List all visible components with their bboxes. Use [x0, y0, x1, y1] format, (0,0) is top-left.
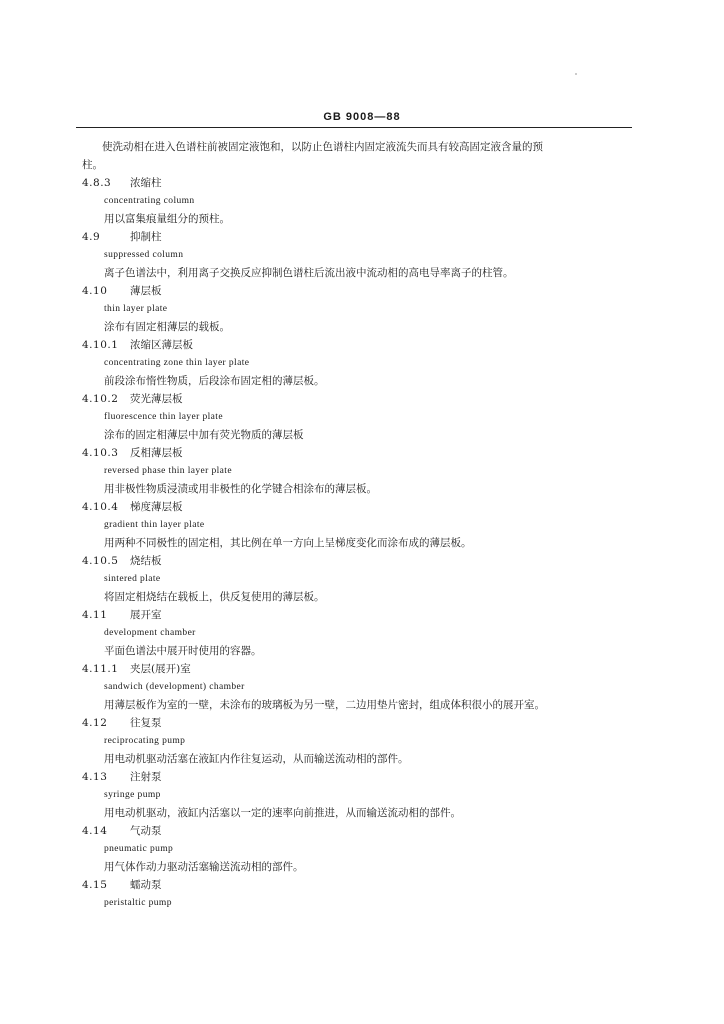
term-title: 反相薄层板 — [130, 447, 183, 459]
term-english: concentrating zone thin layer plate — [104, 358, 250, 368]
term-number: 4.11 — [82, 609, 108, 621]
term-english: suppressed column — [104, 250, 184, 260]
term-english: gradient thin layer plate — [104, 520, 205, 530]
term-title: 浓缩柱 — [130, 177, 162, 189]
term-title: 气动泵 — [130, 825, 162, 837]
term-number: 4.10.2 — [82, 393, 119, 405]
term-definition: 用以富集痕量组分的预柱。 — [104, 213, 230, 225]
term-title: 浓缩区薄层板 — [130, 339, 193, 351]
page-header: GB 9008—88 — [323, 111, 401, 123]
term-english: reversed phase thin layer plate — [104, 466, 232, 476]
term-number: 4.10.4 — [82, 501, 119, 513]
term-heading — [82, 552, 622, 570]
term-number: 4.13 — [82, 771, 108, 783]
term-definition: 将固定相烧结在载板上，供反复使用的薄层板。 — [104, 591, 325, 603]
term-english: fluorescence thin layer plate — [104, 412, 223, 422]
term-heading — [82, 714, 622, 732]
term-title: 梯度薄层板 — [130, 501, 183, 513]
term-heading — [82, 606, 622, 624]
term-heading — [82, 660, 622, 678]
term-number: 4.10 — [82, 285, 108, 297]
intro-line-1: 使洗动相在进入色谱柱前被固定液饱和，以防止色谱柱内固定液流失而具有较高固定液含量的预 — [102, 141, 543, 153]
term-definition: 用电动机驱动活塞在液缸内作往复运动，从而输送流动相的部件。 — [104, 753, 409, 765]
term-heading — [82, 822, 622, 840]
term-heading — [82, 498, 622, 516]
term-english: pneumatic pump — [104, 844, 174, 854]
term-heading — [82, 876, 622, 894]
term-number: 4.12 — [82, 717, 108, 729]
term-number: 4.10.1 — [82, 339, 119, 351]
term-title: 蠕动泵 — [130, 879, 162, 891]
term-number: 4.8.3 — [82, 177, 112, 189]
term-number: 4.11.1 — [82, 663, 119, 675]
intro-line-2: 柱。 — [82, 159, 103, 171]
term-definition: 前段涂布惰性物质，后段涂布固定相的薄层板。 — [104, 375, 325, 387]
term-heading — [82, 768, 622, 786]
term-definition: 离子色谱法中，利用离子交换反应抑制色谱柱后流出液中流动相的高电导率离子的柱管。 — [104, 267, 514, 279]
term-heading — [82, 336, 622, 354]
term-english: syringe pump — [104, 790, 161, 800]
term-definition: 平面色谱法中展开时使用的容器。 — [104, 645, 262, 657]
term-definition: 用薄层板作为室的一壁，未涂布的玻璃板为另一壁，二边用垫片密封，组成体积很小的展开室。 — [104, 699, 545, 711]
term-heading — [82, 228, 622, 246]
term-definition: 用气体作动力驱动活塞输送流动相的部件。 — [104, 861, 304, 873]
term-title: 荧光薄层板 — [130, 393, 183, 405]
term-title: 薄层板 — [130, 285, 162, 297]
term-english: concentrating column — [104, 196, 195, 206]
term-english: sandwich (development) chamber — [104, 682, 245, 692]
term-heading — [82, 174, 622, 192]
term-number: 4.10.5 — [82, 555, 119, 567]
term-definition: 用两种不同极性的固定相，其比例在单一方向上呈梯度变化而涂布成的薄层板。 — [104, 537, 472, 549]
term-number: 4.15 — [82, 879, 108, 891]
term-number: 4.10.3 — [82, 447, 119, 459]
term-heading — [82, 390, 622, 408]
scan-speck — [575, 73, 577, 75]
term-title: 往复泵 — [130, 717, 162, 729]
term-definition: 用电动机驱动，液缸内活塞以一定的速率向前推进，从而输送流动相的部件。 — [104, 807, 461, 819]
term-english: sintered plate — [104, 574, 161, 584]
term-definition: 涂布的固定相薄层中加有荧光物质的薄层板 — [104, 429, 304, 441]
term-english: reciprocating pump — [104, 736, 186, 746]
term-definition: 用非极性物质浸渍或用非极性的化学键合相涂布的薄层板。 — [104, 483, 377, 495]
term-heading — [82, 444, 622, 462]
header-rule — [76, 127, 632, 128]
term-title: 夹层(展开)室 — [130, 663, 191, 675]
term-english: peristaltic pump — [104, 898, 172, 908]
term-heading — [82, 282, 622, 300]
term-english: development chamber — [104, 628, 196, 638]
term-definition: 涂布有固定相薄层的载板。 — [104, 321, 230, 333]
term-title: 抑制柱 — [130, 231, 162, 243]
document-body — [82, 138, 622, 912]
term-number: 4.9 — [82, 231, 101, 243]
term-number: 4.14 — [82, 825, 108, 837]
term-title: 烧结板 — [130, 555, 162, 567]
term-title: 注射泵 — [130, 771, 162, 783]
term-title: 展开室 — [130, 609, 162, 621]
term-english: thin layer plate — [104, 304, 168, 314]
